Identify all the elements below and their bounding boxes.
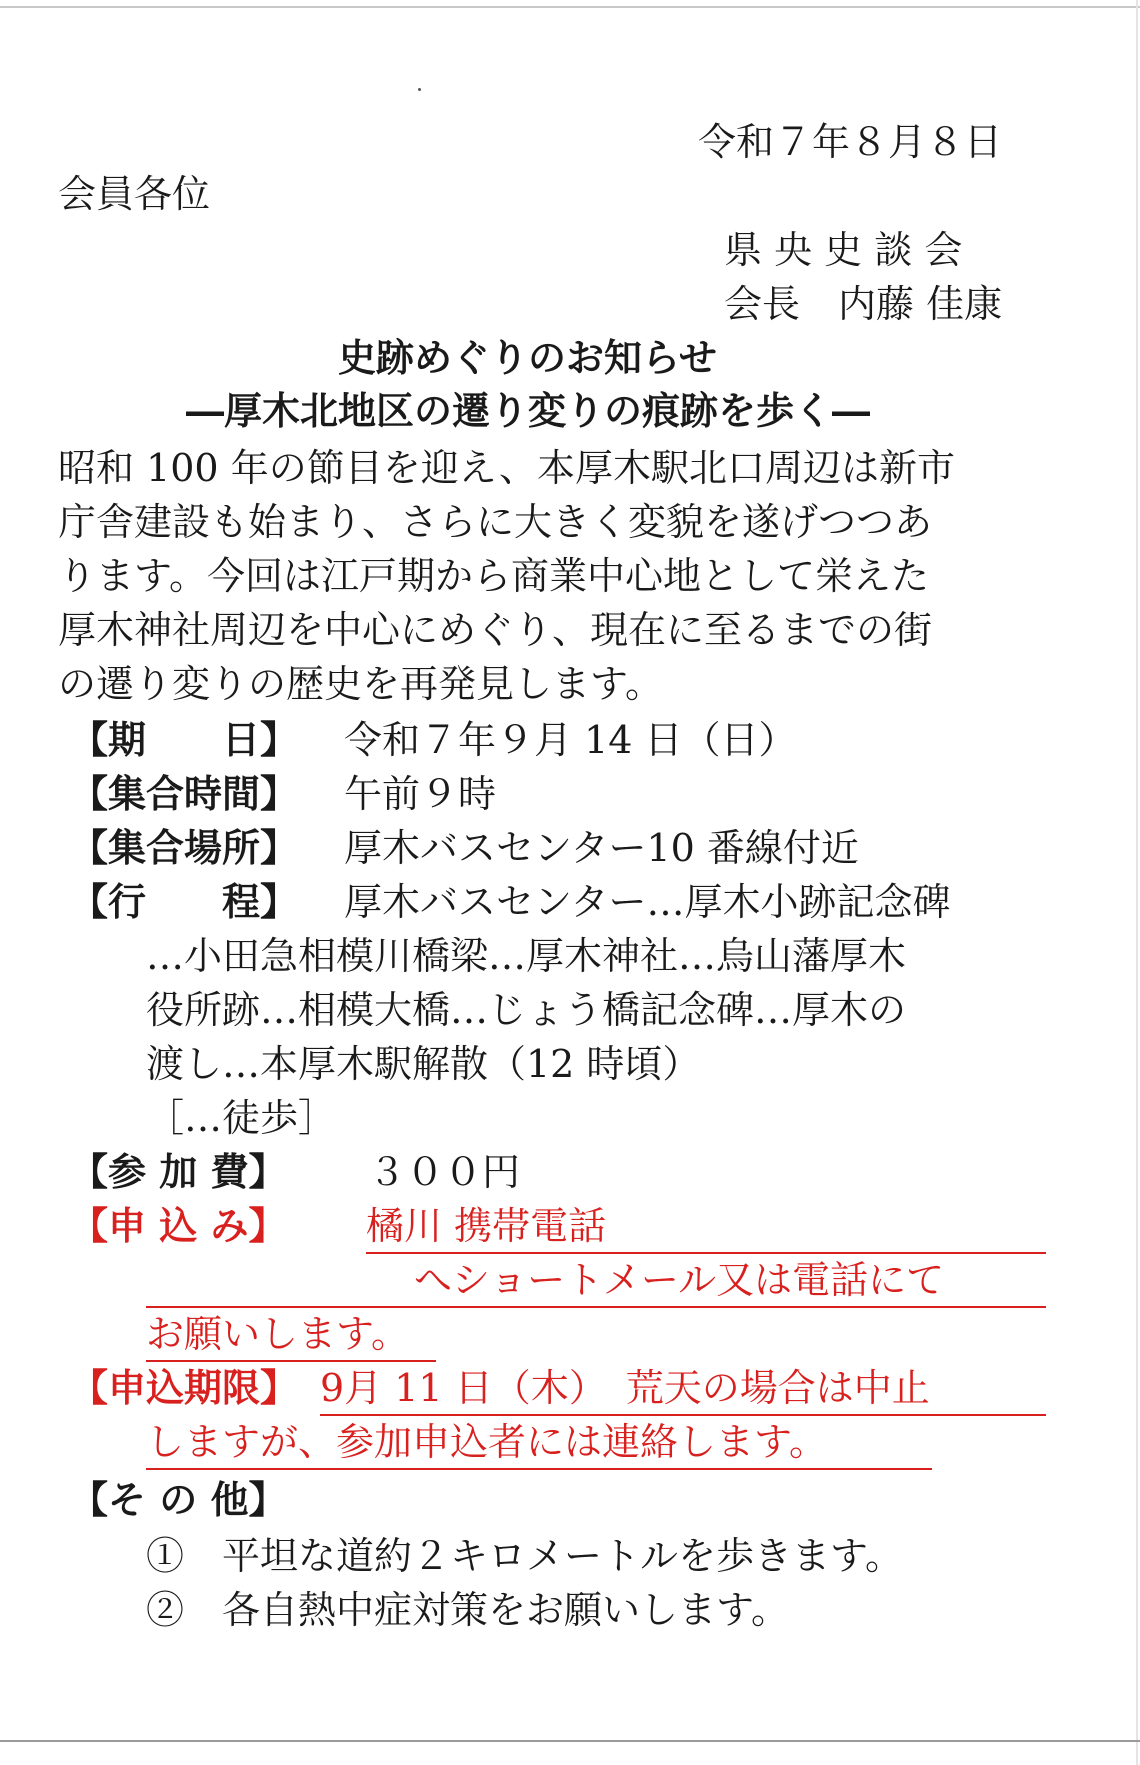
underline-rule <box>146 1306 1046 1308</box>
underline-rule <box>320 1414 1046 1416</box>
scan-speck <box>418 88 421 91</box>
recipients: 会員各位 <box>58 172 211 216</box>
other-item: ② 各自熱中症対策をお願いします。 <box>146 1588 789 1632</box>
underline-rule <box>146 1360 436 1362</box>
meet-time-value: 午前９時 <box>344 772 497 816</box>
body-line: ります。今回は江戸期から商業中心地として栄えた <box>58 554 929 598</box>
deadline-line: しますが、参加申込者には連絡します。 <box>146 1420 827 1464</box>
scan-edge-right <box>1136 0 1138 1765</box>
route-line: …小田急相模川橋梁…厚木神社…烏山藩厚木 <box>146 934 907 978</box>
page-title: 史跡めぐりのお知らせ <box>338 335 717 380</box>
apply-line: へショートメール又は電話にて <box>414 1258 945 1302</box>
route-line: 役所跡…相模大橋…じょう橋記念碑…厚木の <box>146 988 907 1032</box>
deadline-label: 【申込期限】 <box>70 1365 299 1410</box>
meet-place-label: 【集合場所】 <box>70 825 299 870</box>
chairperson-name: 会長 内藤 佳康 <box>724 282 1003 326</box>
date-value: 令和７年９月 14 日（日） <box>344 718 797 762</box>
underline-rule <box>366 1252 1046 1254</box>
underline-rule <box>146 1468 932 1470</box>
page-subtitle: ―厚木北地区の遷り変りの痕跡を歩く― <box>186 388 871 433</box>
date-label: 【期 日】 <box>70 717 299 762</box>
apply-line: お願いします。 <box>146 1312 409 1356</box>
deadline-line: 9月 11 日（木） 荒天の場合は中止 <box>320 1366 930 1410</box>
body-line: の遷り変りの歴史を再発見します。 <box>58 662 663 706</box>
fee-label: 【参 加 費】 <box>70 1149 287 1194</box>
apply-line: 橘川 携帯電話 <box>366 1204 607 1248</box>
meet-place-value: 厚木バスセンター10 番線付近 <box>344 826 859 870</box>
route-label: 【行 程】 <box>70 879 299 924</box>
meet-time-label: 【集合時間】 <box>70 771 299 816</box>
organization-name: 県 央 史 談 会 <box>724 228 963 272</box>
body-line: 厚木神社周辺を中心にめぐり、現在に至るまでの街 <box>58 608 933 652</box>
other-item: ① 平坦な道約２キロメートルを歩きます。 <box>146 1534 903 1578</box>
notice-date: 令和７年８月８日 <box>698 120 1003 164</box>
fee-value: ３００円 <box>368 1150 521 1194</box>
route-line: 渡し…本厚木駅解散（12 時頃） <box>146 1042 701 1086</box>
scan-edge-top <box>0 6 1140 8</box>
route-note: ［…徒歩］ <box>146 1096 337 1140</box>
other-label: 【そ の 他】 <box>70 1477 287 1522</box>
scan-edge-bottom <box>0 1740 1140 1742</box>
body-line: 庁舎建設も始まり、さらに大きく変貌を遂げつつあ <box>58 500 933 544</box>
body-line: 昭和 100 年の節目を迎え、本厚木駅北口周辺は新市 <box>58 446 955 490</box>
apply-label: 【申 込 み】 <box>70 1203 287 1248</box>
route-line: 厚木バスセンター…厚木小跡記念碑 <box>344 880 951 924</box>
